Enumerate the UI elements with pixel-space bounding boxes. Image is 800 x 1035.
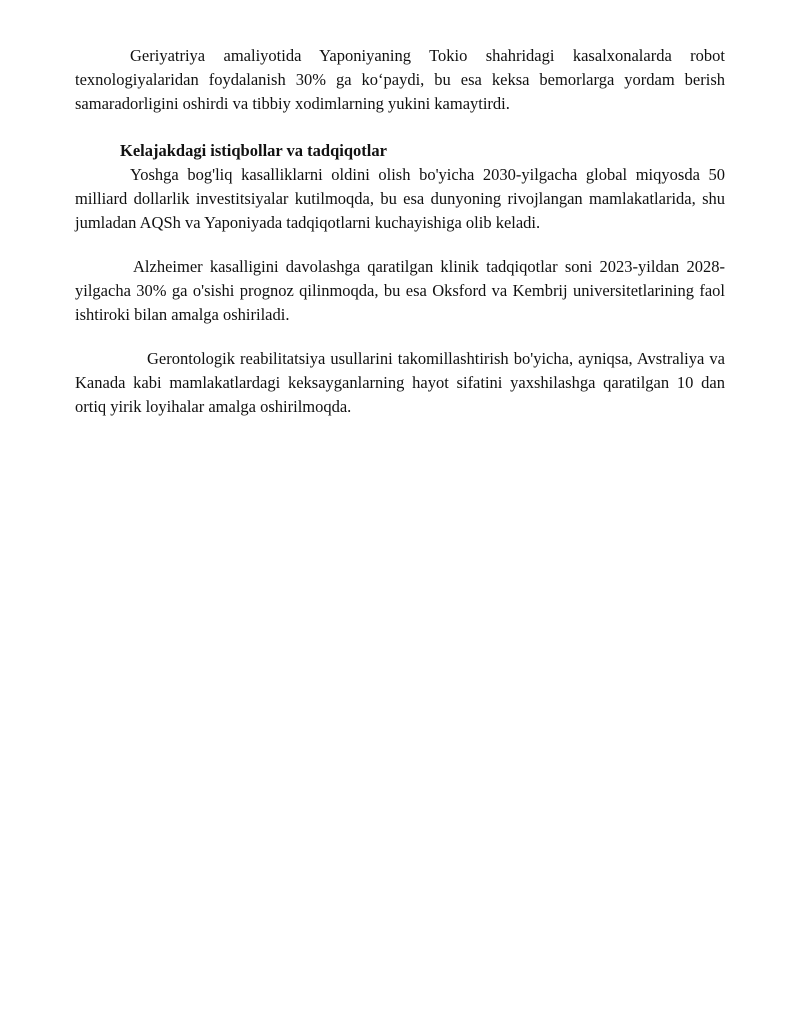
paragraph-rehabilitation: Gerontologik reabilitatsiya usullarini takomillashtirish bo'yicha, ayniqsa, Avstraliya va Kanada kabi mamlakatlardagi keksayganlarning hayot sifatini yaxshilashga qaratilgan 10 dan ortiq yirik loyihalar amalga oshirilmoqda. <box>75 349 725 416</box>
paragraph-alzheimer-research: Alzheimer kasalligini davolashga qaratilgan klinik tadqiqotlar soni 2023-yildan 2028-yilgacha 30% ga o'sishi prognoz qilinmoqda, bu esa Oksford va Kembrij universitetlarining faol ishtiroki bilan amalga oshiriladi. <box>75 257 725 324</box>
paragraph-investments: Yoshga bog'liq kasalliklarni oldini olish bo'yicha 2030-yilgacha global miqyosda 50 milliard dollarlik investitsiyalar kutilmoqda, bu esa dunyoning rivojlangan mamlakatlarida, shu jumladan AQSh va Yaponiyada tadqiqotlarni kuchayishiga olib keladi. <box>75 165 725 232</box>
document-body <box>75 44 725 419</box>
section-heading: Kelajakdagi istiqbollar va tadqiqotlar <box>120 141 387 160</box>
paragraph-robot-technology: Geriyatriya amaliyotida Yaponiyaning Tokio shahridagi kasalxonalarda robot texnologiyalaridan foydalanish 30% ga ko‘paydi, bu esa keksa bemorlarga yordam berish samaradorligini oshirdi va tibbiy xodimlarning yukini kamaytirdi. <box>75 46 725 113</box>
